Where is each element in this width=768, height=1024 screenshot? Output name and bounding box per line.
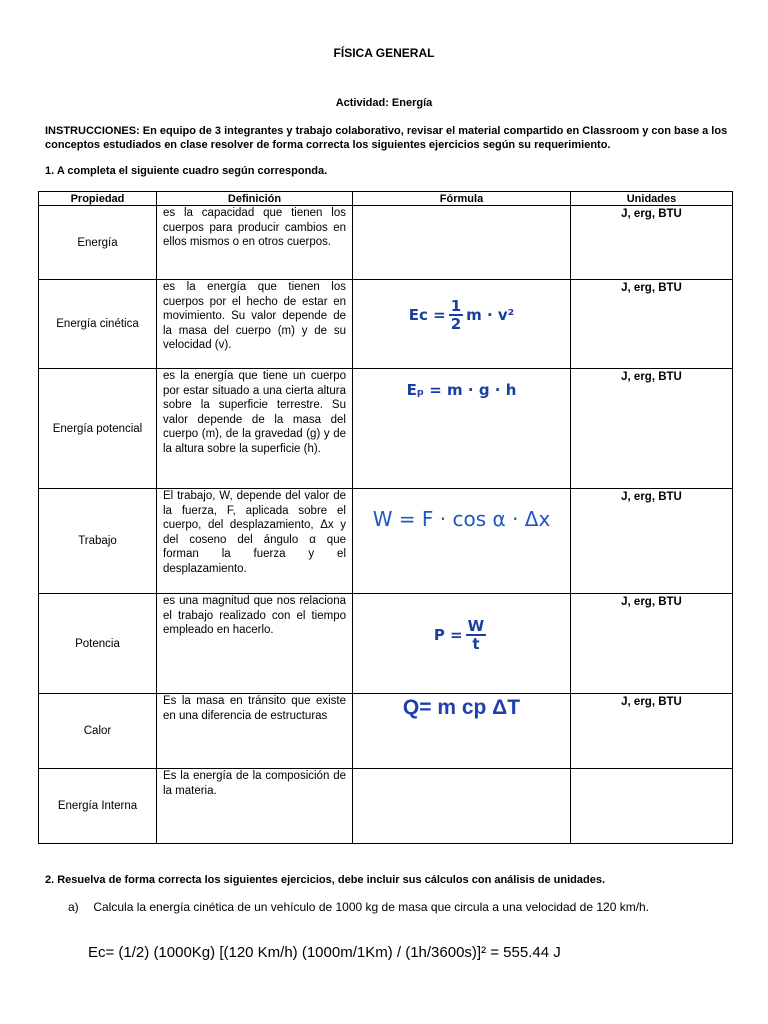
definition-cell: es la energía que tienen los cuerpos por el hecho de estar en movimiento. Su valor depende de la masa del cuerpo (m) y de su velocidad (v). [157, 280, 353, 369]
table-row [39, 694, 733, 769]
property-cell: Energía Interna [39, 769, 157, 844]
formula-cell [353, 489, 571, 594]
definition-cell: El trabajo, W, depende del valor de la fuerza, F, aplicada sobre el cuerpo, del desplazamiento, Δx y del coseno del ángulo α que forman la fuerza y el desplazamiento. [157, 489, 353, 594]
formula-cell [353, 280, 571, 369]
definition-cell: Es la energía de la composición de la materia. [157, 769, 353, 844]
exercise-text: Calcula la energía cinética de un vehículo de 1000 kg de masa que circula a una velocidad de 120 km/h. [93, 900, 650, 914]
exercise-answer: Ec= (1/2) (1000Kg) [(120 Km/h) (1000m/1Km) / (1h/3600s)]² = 555.44 J [88, 944, 561, 961]
fraction: $\frac{W}{t}$ [467, 617, 485, 653]
col-header-formula: Fórmula [353, 192, 571, 206]
kinetic-energy-formula: Eс = $\frac{1}{2}$ m · v² [408, 297, 515, 333]
units-cell [571, 694, 733, 769]
formula-cell [353, 694, 571, 769]
property-cell: Potencia [39, 594, 157, 694]
exercise-a [68, 900, 649, 914]
power-formula: P = $\frac{W}{t}$ [433, 617, 485, 653]
units-cell [571, 489, 733, 594]
energy-table [38, 191, 733, 844]
col-header-units: Unidades [571, 192, 733, 206]
question-1-heading: 1. A completa el siguiente cuadro según corresponda. [45, 165, 328, 177]
table-row [39, 769, 733, 844]
heat-formula: Q= m cp ΔT [402, 696, 521, 719]
table-header-row [39, 192, 733, 206]
property-cell: Energía potencial [39, 369, 157, 489]
col-header-property: Propiedad [39, 192, 157, 206]
table-row [39, 206, 733, 280]
formula-cell [353, 769, 571, 844]
units-text: J, erg, BTU [621, 696, 682, 708]
table-row [39, 489, 733, 594]
units-text: J, erg, BTU [621, 282, 682, 294]
formula-cell [353, 369, 571, 489]
definition-cell: es una magnitud que nos relaciona el trabajo realizado con el tiempo empleado en hacerlo. [157, 594, 353, 694]
question-2-heading: 2. Resuelva de forma correcta los siguientes ejercicios, debe incluir sus cálculos con análisis de unidades. [45, 874, 605, 886]
units-cell [571, 769, 733, 844]
work-formula: W = F · cos α · Δx [372, 507, 551, 531]
units-text: J, erg, BTU [621, 491, 682, 503]
definition-cell: Es la masa en tránsito que existe en una diferencia de estructuras [157, 694, 353, 769]
instructions-text: INSTRUCCIONES: En equipo de 3 integrantes y trabajo colaborativo, revisar el material compartido en Classroom y con base a los conceptos estudiados en clase resolver de forma correcta los siguientes ejercicios según su requerimiento. [45, 125, 728, 151]
units-cell [571, 369, 733, 489]
units-text [571, 769, 732, 771]
document-title: FÍSICA GENERAL [333, 46, 435, 60]
table-row [39, 280, 733, 369]
exercise-label: a) [68, 900, 79, 914]
units-text: J, erg, BTU [621, 371, 682, 383]
units-cell [571, 594, 733, 694]
units-text: J, erg, BTU [621, 596, 682, 608]
property-cell: Energía [39, 206, 157, 280]
formula-cell [353, 594, 571, 694]
units-cell [571, 280, 733, 369]
units-cell [571, 206, 733, 280]
property-cell: Calor [39, 694, 157, 769]
formula-cell [353, 206, 571, 280]
activity-title: Actividad: Energía [335, 97, 433, 109]
potential-energy-formula: Eₚ = m · g · h [406, 381, 517, 399]
property-cell: Trabajo [39, 489, 157, 594]
fraction: $\frac{1}{2}$ [450, 297, 462, 333]
definition-cell: es la energía que tiene un cuerpo por estar situado a una cierta altura sobre la superficie terrestre. Su valor depende de la masa del cuerpo (m), de la gravedad (g) y de la altura sobre la superficie (h). [157, 369, 353, 489]
definition-cell: es la capacidad que tienen los cuerpos para producir cambios en ellos mismos o en otros cuerpos. [157, 206, 353, 280]
table-row [39, 369, 733, 489]
col-header-definition: Definición [157, 192, 353, 206]
units-text: J, erg, BTU [621, 208, 682, 220]
property-cell: Energía cinética [39, 280, 157, 369]
table-row [39, 594, 733, 694]
